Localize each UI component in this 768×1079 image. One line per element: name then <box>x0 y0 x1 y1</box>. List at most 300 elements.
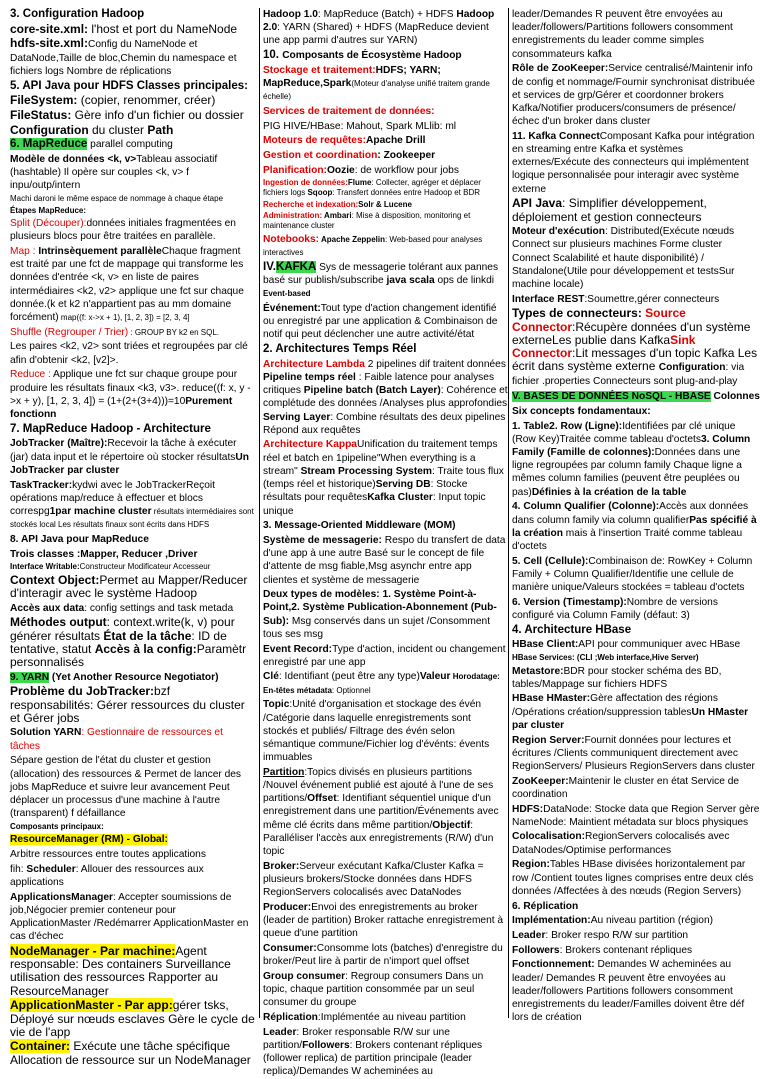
container-text: Exécute une tâche spécifique Allocation de ressource sur un NodeManager <box>10 1039 251 1067</box>
planning-text-2: : de workflow pour jobs <box>354 164 459 176</box>
colocation-label: Colocalisation: <box>512 831 586 843</box>
planning-label: Planification: <box>263 164 327 176</box>
functioning-label: Fonctionnement: <box>512 959 595 971</box>
hdfs-text: DataNode: Stocke data que Region Server gère NameNode: Maintient métadata sur blocs physiques <box>512 803 760 828</box>
qualifier-label: 4. Column Qualifier (Colonne): <box>512 501 660 513</box>
producer-text: Envoi des enregistrements au broker (leader de partition) Broker rattache enregistrement à queue d'une partition <box>263 901 504 940</box>
engines-line <box>263 134 508 147</box>
kafka-event-based: Event-based <box>263 289 311 299</box>
version-text: Nombre de versions configuré via Column Family (défaut: 3) <box>512 596 718 621</box>
kappa-sps-label: Stream Processing System <box>300 465 432 477</box>
writable-label: Interface Writable: <box>10 562 80 572</box>
storage-line <box>263 64 508 104</box>
tasktracker-note: résultats intermédiaires sont stockés local Les résultats finaux sont écrits dans HDFS <box>10 506 254 530</box>
partition-label: Partition <box>263 766 305 778</box>
methods-line <box>10 616 255 669</box>
source-connector-text: :Récupère données d'un système externeLes publie dans Kafka <box>512 319 751 347</box>
container-label: Container: <box>10 1039 70 1054</box>
access-line <box>10 602 255 615</box>
kappa-sdb-label: Serving DB <box>375 479 431 491</box>
map-line <box>10 245 255 324</box>
offset-text: : Identifiant séquentiel unique d'un enregistrement dans une partition/Événements avec même clé écrits dans même partition/ <box>263 793 499 831</box>
rest-label: Interface REST <box>512 293 585 305</box>
event-record-line <box>263 643 508 669</box>
qualifier-line <box>512 500 762 553</box>
offset-label: Offset <box>307 793 337 805</box>
planning-line <box>263 164 508 177</box>
mom-line <box>263 534 508 587</box>
column-family-def: Définies à la création de la table <box>531 486 687 498</box>
admin-line <box>263 211 508 231</box>
leader-text: : Broker responsable R/W sur une partition/ <box>263 1026 450 1051</box>
consumer-text: Consomme lots (batches) d'enregistre du broker/Peut lire à partir de n'import quel offset <box>263 943 503 968</box>
steps-label: Étapes MapReduce: <box>10 205 87 215</box>
regionserver-text: Fournit données pour lectures et écritures /Clients communiquent directement avec RegionServers/ Plusieurs RegionServers dans cluster <box>512 734 755 772</box>
tasktracker-bold: 1par machine cluster <box>49 505 152 517</box>
kappa-kc-text: : Input topic unique <box>263 492 486 517</box>
classes-label: Trois classes <box>10 548 74 560</box>
functioning-line <box>512 958 762 1024</box>
solution-line <box>10 726 255 752</box>
core-site-line <box>10 23 255 36</box>
section-2-title: 2. Architectures Temps Réel <box>263 343 417 356</box>
storage-text: HDFS; YARN; MapReduce,Spark <box>263 64 441 90</box>
kappa-line <box>263 438 508 517</box>
filesystem-line <box>10 94 255 107</box>
metastore-text: BDR pour stocker schéma des BD, tables/Mappage sur fichiers HDFS <box>512 665 722 690</box>
impl-label: Implémentation: <box>512 915 591 927</box>
methods-text: : context.write(k, v) pour générer résultats <box>10 615 235 643</box>
kappa-kc-label: Kafka Cluster <box>367 492 433 504</box>
hb-leader-line <box>512 929 762 942</box>
solution-text: Sépare gestion de l'état du cluster et gestion (allocation) des ressources & Permet de lancer des jobs MapReduce et suivre leur avancement Peut déplacer un processus d'une machine à l'autre (transparent) f défaillance <box>10 755 242 820</box>
qualifier-text: Accès aux données dans column family via column qualifier <box>512 501 749 526</box>
section-9-line <box>10 671 255 684</box>
topic-text: :Unité d'organisation et stockage des évén /Catégorie dans laquelle enregistrements sont stockés et publiés/ Filtrage des évén selon sémantique commune/Fichier log d'événts: évents immuables <box>263 699 490 764</box>
ingestion-label: Ingestion de données: <box>263 178 348 188</box>
consumer-label: Consumer: <box>263 943 317 954</box>
zookeeper-role-line <box>512 62 762 128</box>
sink-connector-label: Sink Connector <box>512 332 696 361</box>
impl-text: Au niveau partition (région) <box>590 915 714 927</box>
kafka-line <box>263 261 508 301</box>
search-label: Recherche et indexation: <box>263 199 359 209</box>
hadoop2-text: : YARN (Shared) + HDFS (MapReduce devient une app parmi d'autres sur YARN) <box>263 22 489 47</box>
section-3-mom-title: 3. Message-Oriented Middleware (MOM) <box>263 520 456 532</box>
version-label: 6. Version (Timestamp): <box>512 596 627 608</box>
table-row-concept <box>512 420 762 499</box>
reduce-line <box>10 368 255 421</box>
hadoop1-label: Hadoop 1.0 <box>263 9 318 20</box>
kafka-langs: java scala <box>386 275 435 287</box>
objective-text: : Paralléliser l'accès aux enregistrements (R/W) d'un topic <box>263 819 494 858</box>
components-label: Composants principaux: <box>10 821 104 831</box>
access-label: Accès aux data <box>10 602 85 614</box>
producer-label: Producer: <box>263 901 312 913</box>
reduce-bold: Purement fonctionn <box>10 395 233 420</box>
hadoop2-label: Hadoop 2.0 <box>263 9 495 34</box>
filestatus-text: Gère info d'un fichier ou dossier <box>71 107 244 122</box>
map-bold: Intrinsèquement parallèle <box>38 246 162 258</box>
kafka-connect-text: Composant Kafka pour intégration en streaming entre Kafka et systèmes externes/Exécute des connecteurs qui implémentent logique personnalisée pour interagir avec système externe <box>512 130 755 195</box>
services-line <box>263 105 508 118</box>
shuffle-text: Les paires <k2, v2> sont triées et regroupées par clé afin d'obtenir <k2, [v2]>. <box>10 341 248 366</box>
kappa-label: Architecture Kappa <box>263 439 357 451</box>
topic-label: Topic <box>263 699 290 711</box>
java-api-line <box>512 197 762 223</box>
kappa-text: Unification du traitement temps réel et batch en 1pipeline"When everything is a stream" <box>263 439 498 477</box>
problem-label: Problème du JobTracker: <box>10 684 155 699</box>
core-site-text: l'host et port du NameNode <box>88 21 238 36</box>
reduce-label: Reduce : <box>10 369 54 381</box>
cell-text: Combinaison de: RowKey + Column Family + Column Qualifier/Identifie une cellule de manière unique/Valeurs stockées = tableau d'octets <box>512 555 753 594</box>
hdfs-site-line <box>10 37 255 78</box>
section-6-title: 6. MapReduce <box>10 138 88 151</box>
six-concepts-label: Six concepts fondamentaux: <box>512 405 651 417</box>
client-text: API pour communiquer avec HBase <box>578 639 741 651</box>
cell-line <box>512 555 762 595</box>
lambda-serving-label: Serving Layer <box>263 411 331 423</box>
section-7-title: 7. MapReduce Hadoop - Architecture <box>10 422 211 435</box>
colocation-text: RegionServers colocalisés avec DataNodes/Optimise performances <box>512 831 730 856</box>
event-record-label: Event Record: <box>263 643 333 655</box>
solution-label: Solution YARN <box>10 727 82 739</box>
kappa-sdb-text: : Stocke résultats pour requêtes <box>263 479 468 504</box>
section-9-title: 9. YARN <box>10 671 50 683</box>
column-1 <box>10 8 255 1067</box>
topic-line <box>263 698 508 764</box>
qualifier-spec: Pas spécifié à la création <box>512 514 757 539</box>
objective-label: Objectif <box>432 819 471 831</box>
region-label: Region: <box>512 859 550 871</box>
hdfs-site-label: hdfs-site.xml: <box>10 36 89 51</box>
engine-text: : Distributed(Exécute nœuds Connect sur plusieurs machines Forme cluster Connect Scalabilité et haute disponibilité) / Standalone(Utile pour développement et testsSur machine locale) <box>512 226 735 291</box>
zookeeper-label: ZooKeeper: <box>512 775 569 787</box>
zookeeper-role-text: Service centralisé/Maintenir info de config et nommage/Fournir synchronisat distribuée et services de grp/Gérer et coordonner brokers Kafka/Notifier producers/consumers de présence/échec d'un broker dans cluster <box>512 63 755 128</box>
rm-label: ResourceManager (RM) - Global: <box>10 834 168 846</box>
client-label: HBase Client: <box>512 639 579 651</box>
headers-label: : En-têtes métadata <box>263 672 500 695</box>
machi-note: Machi daroni le même espace de nommage à chaque étape <box>10 194 224 204</box>
rest-line <box>512 293 762 306</box>
context-label: Context Object: <box>10 572 100 587</box>
column-family-label: 3. Column Family (Famille de colonnes): <box>512 433 751 458</box>
version-line <box>512 596 762 622</box>
lambda-text: 2 pipelines dif traitent données <box>364 358 506 370</box>
solution-red: : Gestionnaire de ressources et tâches <box>10 727 223 752</box>
architecture-hbase-title: 4. Architecture HBase <box>512 623 632 636</box>
connector-types-line <box>512 307 762 388</box>
config-access-label: Accès à la config: <box>94 641 197 656</box>
jobtracker-label: JobTracker (Maître): <box>10 438 108 450</box>
section-10-line <box>263 49 508 62</box>
map-label: Map : <box>10 246 39 258</box>
nm-label: NodeManager - Par machine: <box>10 944 176 958</box>
client-services: HBase Services: (CLI ;Web interface,Hive Server) <box>512 653 699 663</box>
problem-text: bzf responsabilités: Gérer ressources du cluster et Gérer jobs <box>10 684 245 725</box>
services-label: Services de traitement de données: <box>263 105 435 117</box>
connector-types-label: Types de connecteurs: <box>512 306 646 321</box>
hmaster-text: Gère affectation des régions /Opérations création/suppression tables <box>512 693 718 718</box>
appmaster-line <box>10 999 255 1039</box>
configuration-text: du cluster <box>88 122 148 137</box>
metastore-line <box>512 665 762 691</box>
management-label: Gestion et coordination <box>263 150 378 162</box>
filesystem-text: (copier, renommer, créer) <box>77 93 216 108</box>
consumer-line <box>263 942 508 968</box>
hdfs-site-text: Config du NameNode et DataNode,Taille de bloc,Chemin du namespace et fichiers logs Nombre de réplications <box>10 39 237 77</box>
replication-continued: leader/Demandes R peuvent être envoyées au leader/followers/Partitions followers consomment enregistrements du leader comme simples consommateurs kafka <box>512 9 733 60</box>
search-text: Solr & Lucene <box>358 199 412 209</box>
mom-models-text: Msg conservés dans un sujet /Consomment tous ses msg <box>263 615 491 640</box>
state-label: État de la tâche <box>103 628 192 643</box>
model-text: Tableau associatif (hashtable) Il opère sur couples <k, v> f inpu/outp/intern <box>10 154 218 192</box>
replication-line <box>263 1011 508 1024</box>
jobtracker-line <box>10 437 255 477</box>
scheduler-text: : Allouer des ressources aux applications <box>10 863 204 888</box>
am-line <box>10 891 255 944</box>
kafka-title: KAFKA <box>276 260 317 273</box>
nm-text: Agent responsable: Des containers Surveillance utilisation des ressources Rapporter au ResourceManager <box>10 944 231 998</box>
section-5-title: 5. API Java pour HDFS Classes principales: <box>10 79 248 92</box>
ingestion-flume: Flume <box>347 178 372 188</box>
engine-line <box>512 225 762 291</box>
column-2 <box>259 8 508 1078</box>
problem-line <box>10 685 255 725</box>
event-label: Événement: <box>263 302 321 314</box>
rm-text: Arbitre ressources entre toutes applications <box>10 849 206 861</box>
partition-text: :Topics divisés en plusieurs partitions /Nouvel événement publié est ajouté à l'une de ses partitions/ <box>263 766 494 805</box>
tasktracker-label: TaskTracker: <box>10 479 73 491</box>
optional-label: : Optionnel <box>331 685 371 695</box>
broker-text: Serveur exécutant Kafka/Cluster Kafka = plusieurs brokers/Stocke données dans HDFS RegionServers colocalisés avec DataNodes <box>263 860 484 899</box>
java-api-text: : Simplifier développement, déploiement et gestion connecteurs <box>512 196 707 224</box>
rest-text: :Soumettre,gérer connecteurs <box>584 293 720 305</box>
notebooks-note: : Web-based pour analyses interactives <box>263 234 483 258</box>
ingestion-sqoop: Sqoop <box>307 188 333 198</box>
leader-label: Leader <box>263 1026 297 1038</box>
hb-followers-line <box>512 944 762 957</box>
lambda-label: Architecture Lambda <box>263 358 365 370</box>
notebooks-line <box>263 233 508 259</box>
functioning-text: Demandes W acheminées au leader/ Demandes R peuvent être envoyées au leader/followers Partitions followers consomment enregistrements du leader/Familles doivent être déf lors de création <box>512 959 745 1024</box>
hdfs-label: HDFS: <box>512 803 544 815</box>
storage-label: Stockage et traitement: <box>263 64 376 76</box>
metastore-label: Metastore: <box>512 665 564 677</box>
storage-note: (Moteur d'analyse unifié traitem grande échelle) <box>263 79 490 102</box>
ingestion-line <box>263 178 508 198</box>
kafka-connect-label: 11. Kafka Connect <box>512 130 600 142</box>
admin-ambari: Ambari <box>322 211 352 221</box>
source-connector-label: Source Connector <box>512 306 686 334</box>
group-text: : Regroup consumers Dans un topic, chaque partition consommée par un seul consumer du groupe <box>263 970 484 1009</box>
context-text: Permet au Mapper/Reducer d'interagir avec le système Hadoop <box>10 572 248 600</box>
services-text: PIG HIVE/HBase: Mahout, Spark MLlib: ml <box>263 120 457 132</box>
ingestion-text-2: : Transfert données entre Hadoop et BDR <box>332 188 480 198</box>
section-8-title: 8. API Java pour MapReduce <box>10 533 149 545</box>
kafka-connect-line <box>512 130 762 196</box>
container-line <box>10 1040 255 1066</box>
regionserver-line <box>512 734 762 774</box>
classes-text: :Mapper, Reducer ,Driver <box>74 548 198 560</box>
column-family-text: Données dans une ligne regroupées par column family Chaque ligne a mêmes column families (peuvent être peuplées ou pas) <box>512 447 742 498</box>
zookeeper-line <box>512 775 762 801</box>
lambda-batch-text: : Cohérence et complétude des données /Analyses plus approfondies <box>263 385 508 410</box>
table-row-label: 1. Table2. Row (Ligne): <box>512 420 623 432</box>
section-v-line <box>512 390 762 403</box>
hmaster-label: HBase HMaster: <box>512 693 591 705</box>
engine-label: Moteur d'exécution <box>512 226 605 238</box>
kafka-text-2: ops de linkdi <box>434 275 495 287</box>
methods-label: Méthodes output <box>10 615 107 630</box>
admin-label: Administration: <box>263 211 323 221</box>
lambda-serving-text: : Combine résultats des deux pipelines Répond aux requêtes <box>263 411 506 436</box>
hmaster-bold: Un HMaster par cluster <box>512 706 749 731</box>
tasktracker-line <box>10 479 255 532</box>
section-v-suffix: Colonnes <box>710 391 760 403</box>
broker-line <box>263 860 508 900</box>
broker-label: Broker: <box>263 860 300 872</box>
configuration-line <box>10 124 255 137</box>
zookeeper-text: Maintenir le cluster en état Service de coordination <box>512 775 740 800</box>
cell-label: 5. Cell (Cellule): <box>512 555 589 567</box>
event-text: Tout type d'action changement identifié ou enregistré par une application & Combinaison de notif qui peut déclencher une autre activité/état <box>263 302 498 341</box>
regionserver-label: Region Server: <box>512 734 585 746</box>
configuration-label: Configuration <box>10 122 89 137</box>
value-label: Valeur <box>419 671 451 683</box>
planning-text: Oozie <box>326 164 355 176</box>
region-text: Tables HBase divisées horizontalement par row /Contient toutes lignes comprises entre deux clés données /Affectées à des nœuds (Region Servers) <box>512 859 754 897</box>
section-6-suffix: parallel computing <box>87 139 173 151</box>
split-line <box>10 217 255 243</box>
mom-label: Système de messagerie: <box>263 534 382 546</box>
config-access-text: Paramètr personnalisés <box>10 641 247 669</box>
mom-models-line <box>263 588 508 641</box>
lambda-rt-label: Pipeline temps réel <box>263 371 356 383</box>
event-line <box>263 302 508 342</box>
admin-text: : Mise à disposition, monitoring et maintenance cluster <box>263 211 471 231</box>
mom-text: Respo du transfert de data d'une app à une autre Basé sur le concept de file d'attente de msg fiable,Msg asynchr entre app clientes et système de messagerie <box>263 534 506 586</box>
section-9-suffix: (Yet Another Resource Negotiator) <box>49 671 219 683</box>
shuffle-label: Shuffle (Regrouper / Trier) <box>10 326 129 338</box>
key-label: Clé <box>263 671 279 683</box>
engines-label: Moteurs de requêtes: <box>263 135 367 147</box>
context-line <box>10 574 255 600</box>
filesystem-label: FileSystem: <box>10 93 78 108</box>
region-line <box>512 858 762 898</box>
map-text: Chaque fragment est traité par une fct de mappage qui transforme les données d'entrée <k, v> en liste de paires intermédiaires <k2, v2> applique une fct sur chaque donnée.(k et k2 n'appartient pas au mm domaine forcément) <box>10 246 244 324</box>
followers-text: : Brokers contenant répliques (follower replica) de partition principale (leader replica)/Demandes W acheminées au <box>263 1039 483 1078</box>
hb-followers-label: Followers <box>512 944 560 956</box>
group-label: Group consumer <box>263 970 346 982</box>
search-line <box>263 200 508 210</box>
engines-text: Apache Drill <box>366 135 426 147</box>
mom-models-label: Deux types de modèles: 1. Système Point-à-Point,2. Système Publication-Abonnement (Pub-Sub): <box>263 589 497 627</box>
replication-title: 6. Réplication <box>512 900 579 912</box>
state-text: : ID de tentative, statut <box>10 628 227 656</box>
hb-leader-label: Leader <box>512 929 546 941</box>
scheduler-label: Scheduler <box>26 863 76 875</box>
impl-line <box>512 914 762 927</box>
lambda-batch-label: Pipeline batch (Batch Layer) <box>303 385 441 397</box>
nm-line <box>10 945 255 998</box>
fih-label: fih: <box>10 863 27 875</box>
reduce-text: Applique une fct sur chaque groupe pour produire les résultats finaux <k3, v3>. reduce((f: x, y ->x + y), [1, 2, 3, 4]) = (1+(2+(3+4)))=10 <box>10 369 251 407</box>
lambda-line <box>263 358 508 437</box>
notebooks-label: Notebooks: <box>263 233 320 245</box>
access-text: : config settings and task metada <box>84 602 234 614</box>
group-line <box>263 970 508 1010</box>
shuffle-sql: : GROUP BY k2 en SQL. <box>128 327 220 337</box>
classes-line <box>10 548 255 561</box>
model-label: Modèle de données <k, v> <box>10 154 137 166</box>
replication-label: Réplication <box>263 1012 318 1024</box>
split-text: données initiales fragmentées en plusieurs blocs pour être traitées en parallèle. <box>10 218 236 243</box>
kafka-text: Sys de messagerie tolérant aux pannes basé sur publish/subscribe <box>263 261 499 287</box>
section-3-title: 3. Configuration Hadoop <box>10 8 145 20</box>
event-record-text: Type d'action, incident ou changement enregistré par une app <box>263 643 506 668</box>
shuffle-line <box>10 326 255 339</box>
kafka-num: IV. <box>263 260 277 273</box>
section-10-num: 10. <box>263 49 283 62</box>
model-line <box>10 153 255 193</box>
section-6-line <box>10 138 255 151</box>
config-text: : via fichier .properties Connecteurs sont plug-and-play <box>512 362 745 388</box>
appmaster-label: ApplicationMaster - Par app: <box>10 998 173 1013</box>
lambda-rt-text: : Faible latence pour analyses critiques <box>263 371 495 397</box>
client-line <box>512 638 762 651</box>
timestamp-label: Horodatage <box>450 672 498 682</box>
java-api-label: API Java <box>512 196 563 211</box>
zookeeper-role-label: Rôle de ZooKeeper: <box>512 63 609 75</box>
replication-text: :Implémentée au niveau partition <box>317 1012 466 1024</box>
key-line <box>263 670 508 696</box>
config-label: Configuration <box>658 362 726 374</box>
rm-line <box>10 833 255 846</box>
hmaster-line <box>512 692 762 732</box>
producer-line <box>263 901 508 941</box>
column-3 <box>508 8 762 1024</box>
management-text: : Zookeeper <box>377 150 436 162</box>
management-line <box>263 149 508 162</box>
scheduler-line <box>10 863 255 889</box>
hb-followers-text: : Brokers contenant répliques <box>559 944 693 956</box>
map-example: map((f: x->x + 1), [1, 2, 3]) = [2, 3, 4] <box>58 313 190 323</box>
section-v-title: V. BASES DE DONNÉES NoSQL - HBASE <box>512 391 711 403</box>
kappa-sps-text: : Traite tous flux (temps réel et historique) <box>263 465 504 491</box>
tasktracker-text: kydwi avec le JobTrackerReçoit opérations map/reduce à effectuer et blocs correspg <box>10 479 215 517</box>
split-label: Split (Découper): <box>10 218 87 230</box>
writable-line <box>10 562 255 572</box>
writable-text: Constructeur Modificateur Accesseur <box>79 562 211 572</box>
leader-line <box>263 1026 508 1079</box>
ingestion-text: : Collecter, agréger et déplacer fichiers logs <box>263 178 481 198</box>
filestatus-label: FileStatus: <box>10 107 72 122</box>
am-label: ApplicationsManager <box>10 891 114 903</box>
sink-connector-text: :Lit messages d'un topic Kafka Les écrit dans système externe <box>512 346 758 374</box>
hb-leader-text: : Broker respo R/W sur partition <box>545 929 689 941</box>
path-label: Path <box>147 122 174 137</box>
hdfs-line <box>512 803 762 829</box>
notebooks-zeppelin: Apache Zeppelin <box>319 234 385 244</box>
colocation-line <box>512 830 762 856</box>
filestatus-line <box>10 109 255 122</box>
hadoop1-text: : MapReduce (Batch) + HDFS <box>317 9 457 20</box>
key-text: : Identifiant (peut être any type) <box>278 671 420 683</box>
qualifier-text-2: mais à l'insertion Traité comme tableau d'octets <box>512 527 743 552</box>
appmaster-text: gérer tsks, Déployé sur nœuds esclaves Gère le cycle de vie de l'app <box>10 998 255 1039</box>
jobtracker-text: Recevoir la tâche à exécuter (jar) data input et le répertoire où stocker résultats <box>10 438 237 463</box>
